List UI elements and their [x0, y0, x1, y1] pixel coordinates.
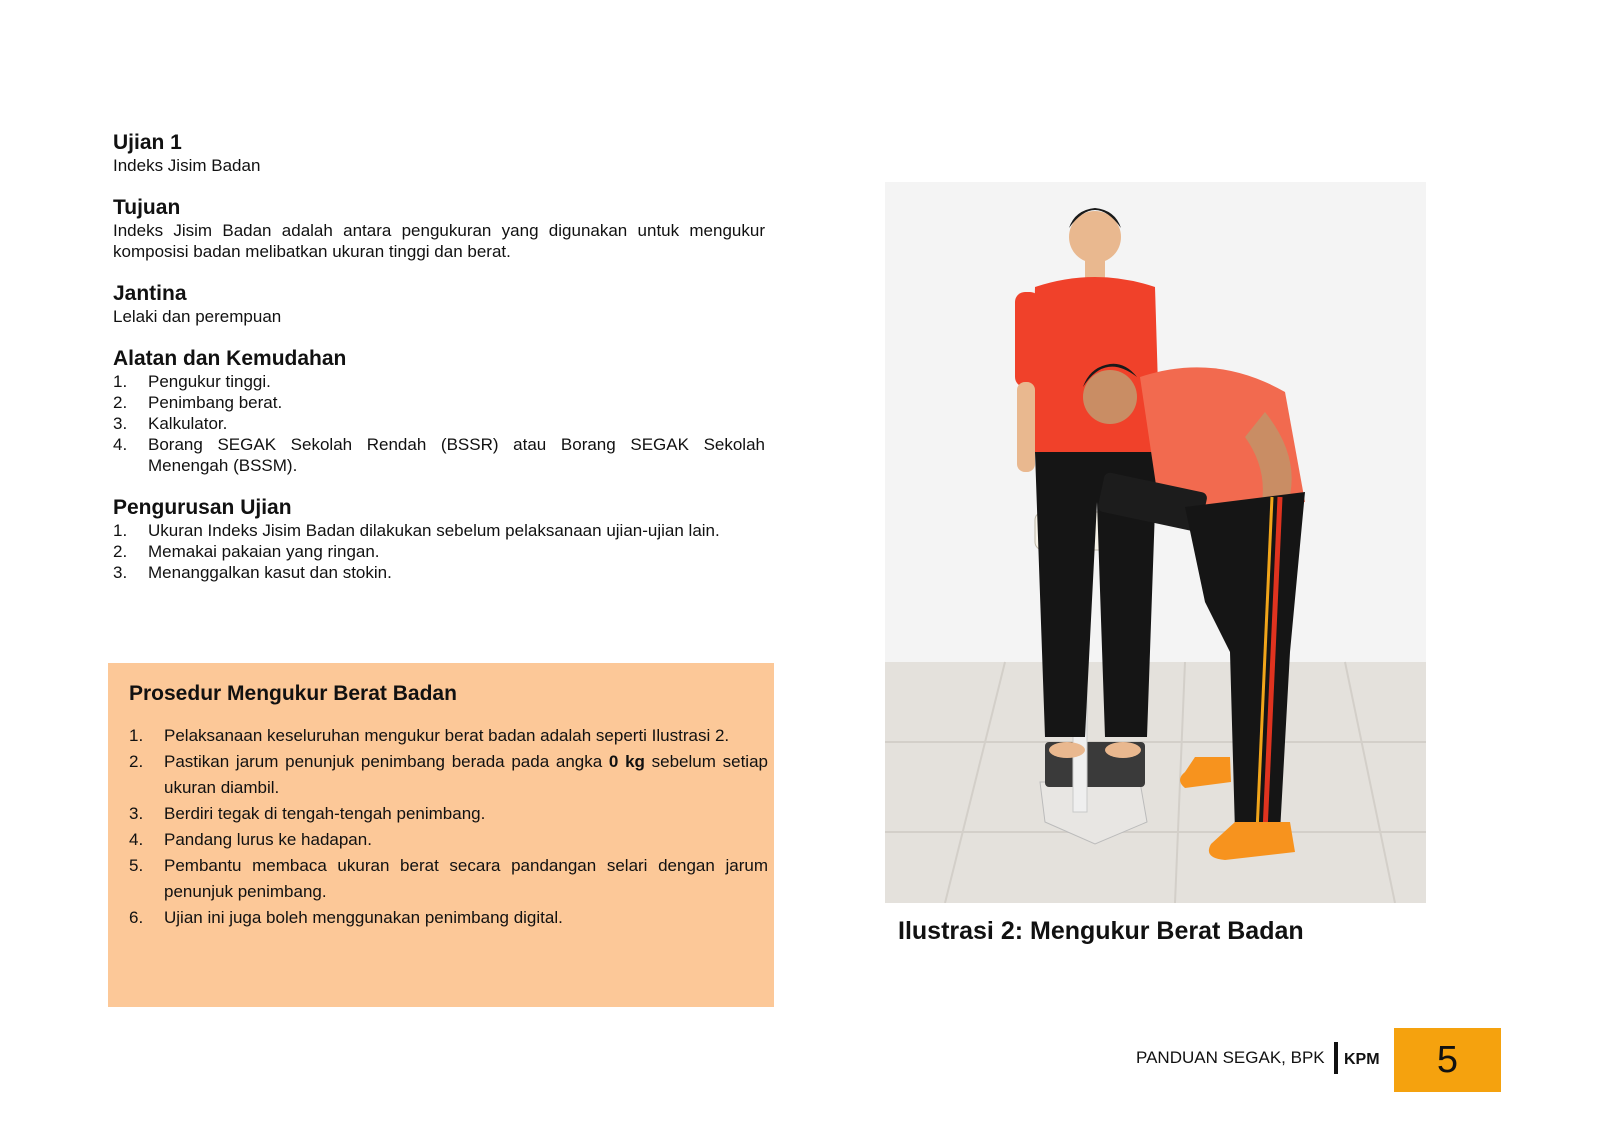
list-item: 3. Kalkulator. — [113, 414, 228, 433]
procedure-list — [129, 723, 768, 931]
list-item: 6. Ujian ini juga boleh menggunakan penimbang digital. — [129, 908, 563, 927]
list-item: 3. Berdiri tegak di tengah-tengah penimbang. — [129, 804, 486, 823]
purpose-text: Indeks Jisim Badan adalah antara pengukuran yang digunakan untuk mengukur komposisi badan melibatkan ukuran tinggi dan berat. — [113, 221, 765, 261]
test-section — [113, 131, 765, 176]
list-item: 5. Pembantu membaca ukuran berat secara pandangan selari dengan jarum penunjuk penimbang. — [129, 856, 768, 901]
list-item: 2. Pastikan jarum penunjuk penimbang berada pada angka 0 kg sebelum setiap ukuran diambil. — [129, 752, 768, 797]
list-item: 3. Menanggalkan kasut dan stokin. — [113, 563, 392, 582]
content-column — [113, 131, 765, 603]
test-subtitle: Indeks Jisim Badan — [113, 156, 261, 175]
equipment-list — [113, 371, 765, 476]
equipment-section — [113, 347, 765, 476]
management-list — [113, 520, 765, 583]
footer-title: PANDUAN SEGAK, BPK — [1136, 1048, 1325, 1067]
gender-text: Lelaki dan perempuan — [113, 307, 282, 326]
purpose-section — [113, 196, 765, 262]
footer-divider — [1334, 1042, 1338, 1074]
list-item: 4. Pandang lurus ke hadapan. — [129, 830, 372, 849]
list-item: 2. Penimbang berat. — [113, 393, 283, 412]
equipment-heading: Alatan dan Kemudahan — [113, 347, 347, 370]
list-item: 1. Ukuran Indeks Jisim Badan dilakukan sebelum pelaksanaan ujian-ujian lain. — [113, 521, 720, 540]
footer-org: KPM — [1344, 1051, 1380, 1068]
list-item: 2. Memakai pakaian yang ringan. — [113, 542, 380, 561]
list-item: 1. Pelaksanaan keseluruhan mengukur berat badan adalah seperti Ilustrasi 2. — [129, 726, 730, 745]
management-section — [113, 496, 765, 583]
page-number: 5 — [1394, 1028, 1501, 1092]
list-item: 1. Pengukur tinggi. — [113, 372, 271, 391]
zero-kg-emphasis: 0 kg — [608, 752, 645, 771]
illustration-caption: Ilustrasi 2: Mengukur Berat Badan — [898, 917, 1304, 945]
procedure-box — [108, 663, 774, 1007]
purpose-heading: Tujuan — [113, 196, 181, 219]
test-heading: Ujian 1 — [113, 131, 182, 154]
gender-heading: Jantina — [113, 282, 187, 305]
weighing-scene-illustration — [885, 182, 1426, 903]
gender-section — [113, 282, 765, 327]
list-item: 4. Borang SEGAK Sekolah Rendah (BSSR) atau Borang SEGAK Sekolah Menengah (BSSM). — [113, 435, 765, 475]
procedure-title: Prosedur Mengukur Berat Badan — [129, 682, 457, 705]
illustration-photo — [885, 182, 1426, 903]
management-heading: Pengurusan Ujian — [113, 496, 292, 519]
